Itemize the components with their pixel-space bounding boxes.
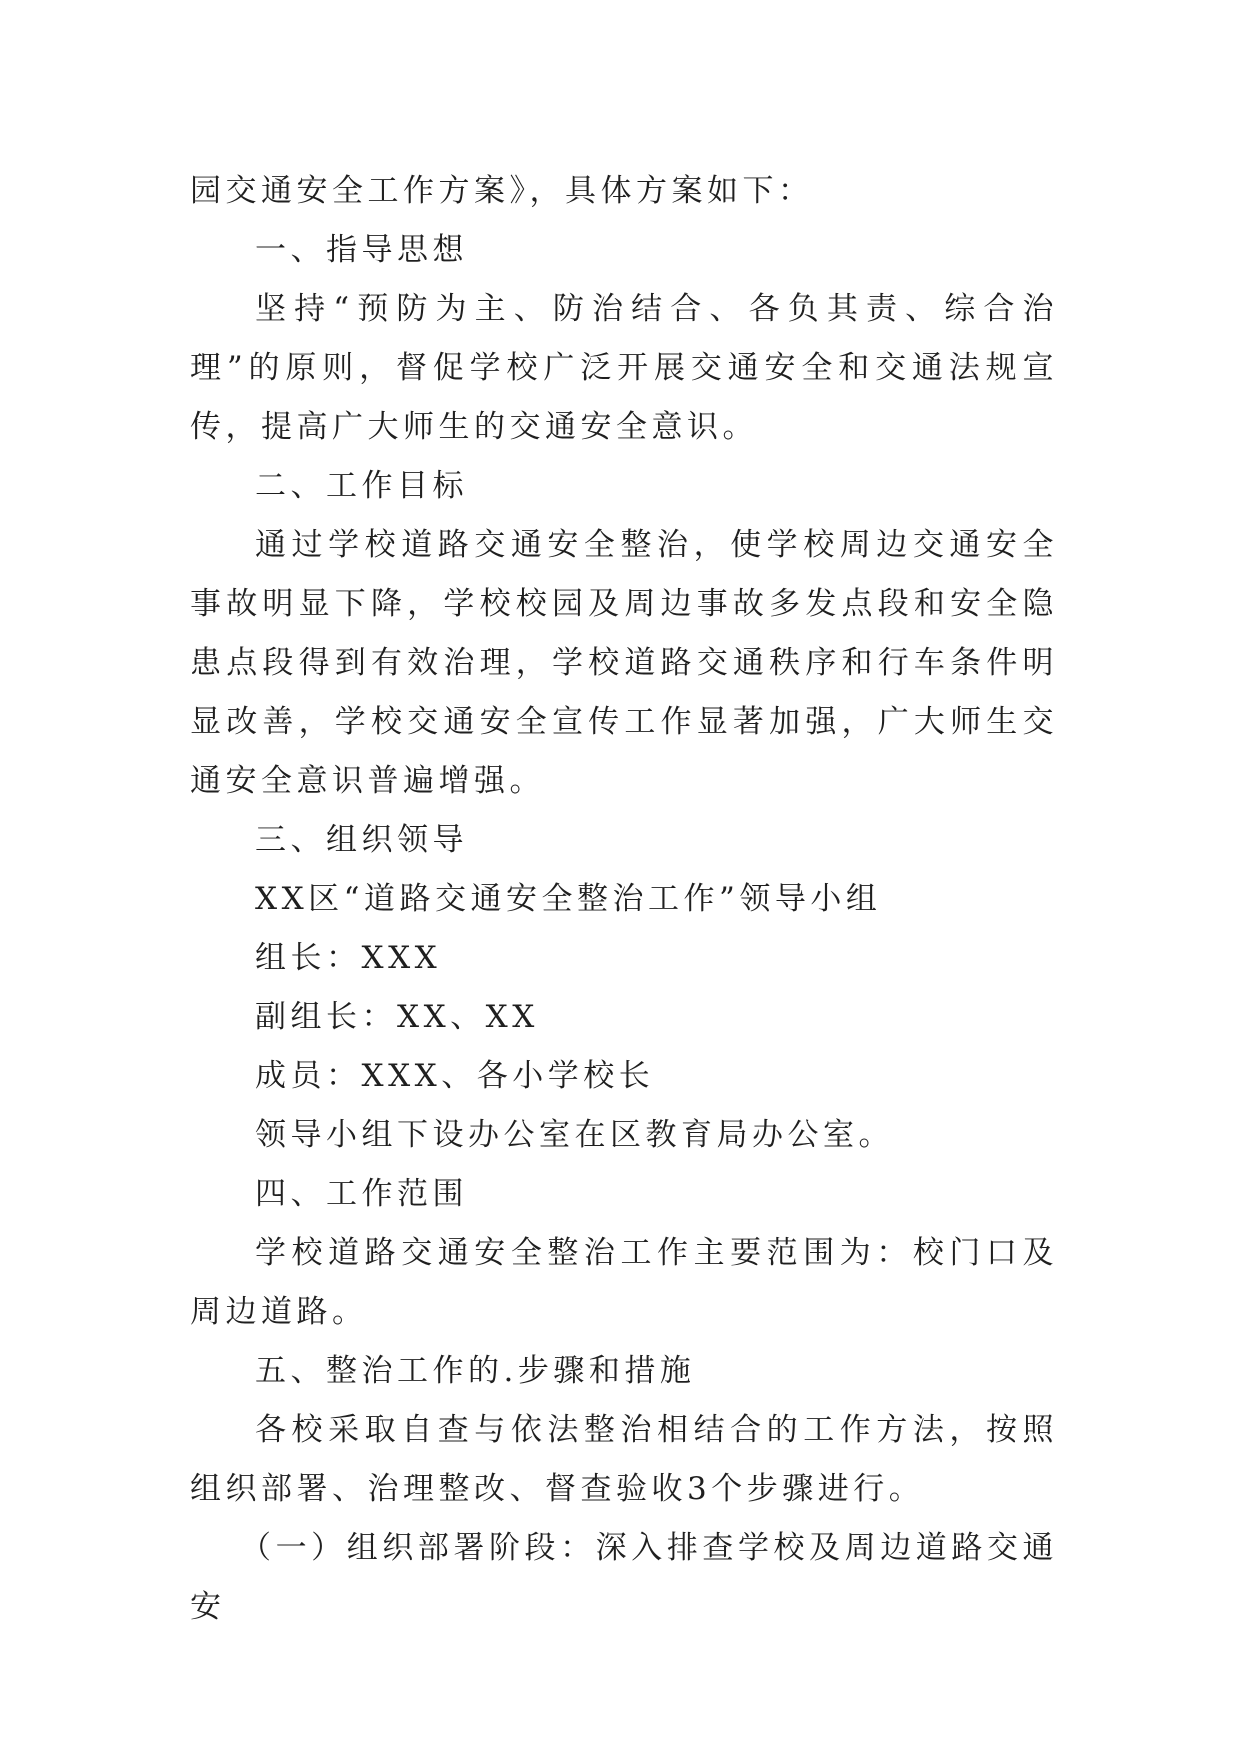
paragraph-office: 领导小组下设办公室在区教育局办公室。	[255, 1117, 894, 1153]
paragraph-guiding-ideology: 坚持“预防为主、防治结合、各负其责、综合治理”的原则，督促学校广泛开展交通安全和交通法规宣传，提高广大师生的交通安全意识。	[190, 291, 1058, 445]
section-heading-work-scope: 四、工作范围	[255, 1176, 468, 1212]
paragraph-group-leader: 组长：XXX	[255, 940, 442, 976]
paragraph-work-goals: 通过学校道路交通安全整治，使学校周边交通安全事故明显下降，学校校园及周边事故多发点段和安全隐患点段得到有效治理，学校道路交通秩序和行车条件明显改善，学校交通安全宣传工作显著加强，广大师生交通安全意识普遍增强。	[190, 527, 1058, 799]
paragraph-leadership-group: XX区“道路交通安全整治工作”领导小组	[255, 881, 882, 917]
section-heading-work-goals: 二、工作目标	[255, 468, 468, 504]
paragraph-organize-deploy-stage: （一）组织部署阶段：深入排查学校及周边道路交通安	[190, 1530, 1058, 1625]
section-heading-guiding-ideology: 一、指导思想	[255, 232, 468, 268]
section-heading-leadership: 三、组织领导	[255, 822, 468, 858]
paragraph-intro-continuation: 园交通安全工作方案》，具体方案如下：	[190, 173, 814, 209]
section-heading-steps-measures: 五、整治工作的.步骤和措施	[255, 1353, 696, 1389]
paragraph-work-scope: 学校道路交通安全整治工作主要范围为：校门口及周边道路。	[190, 1235, 1058, 1330]
document-body	[190, 162, 1058, 1637]
paragraph-deputy-leader: 副组长：XX、XX	[255, 999, 539, 1035]
paragraph-members: 成员：XXX、各小学校长	[255, 1058, 655, 1094]
paragraph-steps-measures: 各校采取自查与依法整治相结合的工作方法，按照组织部署、治理整改、督查验收3个步骤进行。	[190, 1412, 1058, 1507]
